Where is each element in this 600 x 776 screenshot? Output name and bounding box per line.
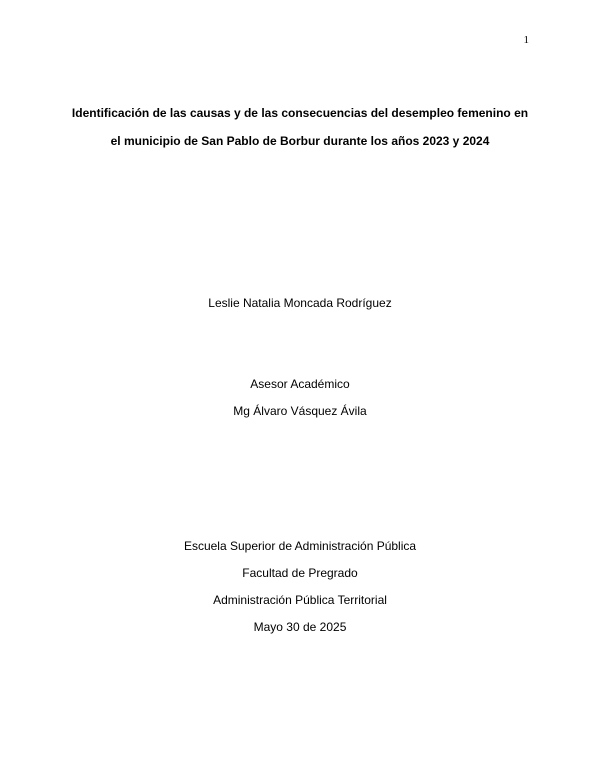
title-line-2: el municipio de San Pablo de Borbur durante los años 2023 y 2024 (110, 134, 490, 148)
advisor-role: Asesor Académico (250, 377, 350, 391)
author-name: Leslie Natalia Moncada Rodríguez (208, 296, 392, 310)
institution-program: Administración Pública Territorial (213, 593, 387, 607)
institution-school: Escuela Superior de Administración Pública (183, 539, 417, 553)
page-number: 1 (523, 34, 529, 46)
advisor-name: Mg Álvaro Vásquez Ávila (233, 404, 367, 418)
institution-faculty: Facultad de Pregrado (242, 566, 358, 580)
document-date: Mayo 30 de 2025 (253, 620, 347, 634)
title-line-1: Identificación de las causas y de las consecuencias del desempleo femenino en (71, 106, 529, 120)
